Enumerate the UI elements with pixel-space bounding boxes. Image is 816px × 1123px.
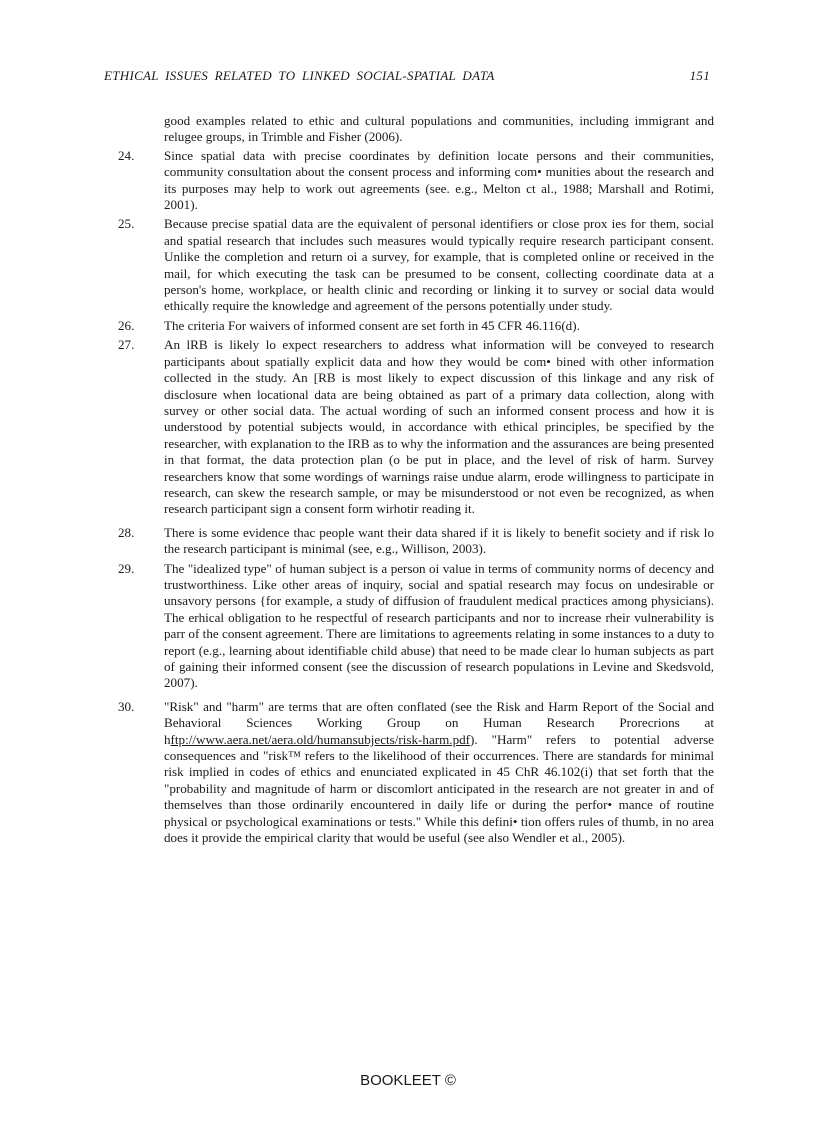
note-number: 26. xyxy=(118,317,135,333)
note-27 xyxy=(118,337,714,517)
note-number: 30. xyxy=(118,698,135,714)
note-30 xyxy=(118,699,714,847)
note-text-after-link: ). "Harm" refers to potential adverse consequences and "risk™ refers to the likelihood of their occurrences. There are standards for minimal risk implied in codes of ethics and enunciated explicated in 45 ChR 46.102(i) that set forth that the "probability and magnitude of harm or discomlort anticipated in the research are not greater in and of themselves than those ordinarily encountered in daily life or during the perfor• mance of routine physical or psychological examinations or tests." While this defini• tion offers rules of thumb, in no area does it provide the empirical clarity that would be useful (see also Wendler et al., 2005). xyxy=(164,731,714,846)
note-number: 24. xyxy=(118,147,135,163)
note-text: The criteria For waivers of informed consent are set forth in 45 CFR 46.116(d). xyxy=(164,317,580,333)
note-text: There is some evidence thac people want their data shared if it is likely to benefit society and if risk lo the research participant is minimal (see, e.g., Willison, 2003). xyxy=(164,524,714,557)
note-24 xyxy=(118,148,714,214)
note-text: Because precise spatial data are the equivalent of personal identifiers or close prox ies for them, social and spatial research that includes such measures would typically require research participant consent. Unlike the completion and return oi a survey, for example, that is completed online or received in the mail, for which executing the task can be presumed to be consent, collecting coordinate data at a person's home, workplace, or health clinic and recording or linking it to survey or social data would ethically require the knowledge and agreement of the persons potentially under study. xyxy=(164,216,714,314)
note-text xyxy=(164,699,714,847)
footer-watermark: BOOKLEET © xyxy=(360,1072,456,1089)
note-29 xyxy=(118,561,714,692)
note-number: 28. xyxy=(118,524,135,540)
running-header xyxy=(104,68,710,84)
note-text-before-link: "Risk" and "harm" are terms that are often conflated (see the Risk and Harm Report of the Social and Behavioral Sciences Working Group on Human Research Prorecrions at h xyxy=(164,698,714,747)
page-number: 151 xyxy=(689,68,710,83)
note-25 xyxy=(118,216,714,314)
endnotes xyxy=(118,113,714,849)
risk-harm-report-link[interactable]: ftp://www.aera.net/aera.old/humansubjects/risk-harm.pdf xyxy=(170,731,471,747)
running-title: ETHICAL ISSUES RELATED TO LINKED SOCIAL-SPATIAL DATA xyxy=(104,68,495,83)
note-continuation: good examples related to ethic and cultural populations and communities, including immigrant and relugee groups, in Trimble and Fisher (2006). xyxy=(164,113,714,145)
note-number: 27. xyxy=(118,337,135,353)
note-text: Since spatial data with precise coordinates by definition locate persons and their communities, community consultation about the consent process and informing com• munities about the research and its purposes may help to work out agreements (see. e.g., Melton ct al., 1988; Marshall and Rotimi, 2001). xyxy=(164,147,714,213)
note-text: The "idealized type" of human subject is a person oi value in terms of community norms of decency and trustworthiness. Like other areas of inquiry, social and spatial research may focus on undesirable or unsavory persons {for example, a study of diffusion of fraudulent medical practices among physicians). The erhical obligation to he respectful of research participants and nor to increase rheir vulnerability is parr of the consent agreement. There are limitations to agreements relating in some instances to a duty to report (e.g., learning about identifiable child abuse) that need to be made clear lo human subjects as part of gaining their informed consent (see the discussion of research populations in Levine and Skedsvold, 2007). xyxy=(164,560,714,691)
note-number: 25. xyxy=(118,216,135,232)
note-26 xyxy=(118,318,714,334)
note-number: 29. xyxy=(118,560,135,576)
note-28 xyxy=(118,525,714,558)
note-text: An lRB is likely lo expect researchers to address what information will be conveyed to research participants about spatially explicit data and how they would be com• bined with other information collected in the study. An [RB is most likely to expect discussion of this linkage and any risk of disclosure when locational data are being obtained as part of a primary data collection, along with survey or other social data. The actual wording of such an informed consent process and how it is understood by potential subjects would, in accordance with ethical principles, be specified by the researcher, with explanation to the IRB as to why the information and the assurances are being presented in that format, the data protection plan (o be put in place, and the level of risk of harm. Survey researchers know that some wordings of warnings raise undue alarm, erode willingness to participate in research, can skew the research sample, or may be misunderstood or not even be recognized, as when research participant sign a consent form wirhotir reading it. xyxy=(164,337,714,517)
